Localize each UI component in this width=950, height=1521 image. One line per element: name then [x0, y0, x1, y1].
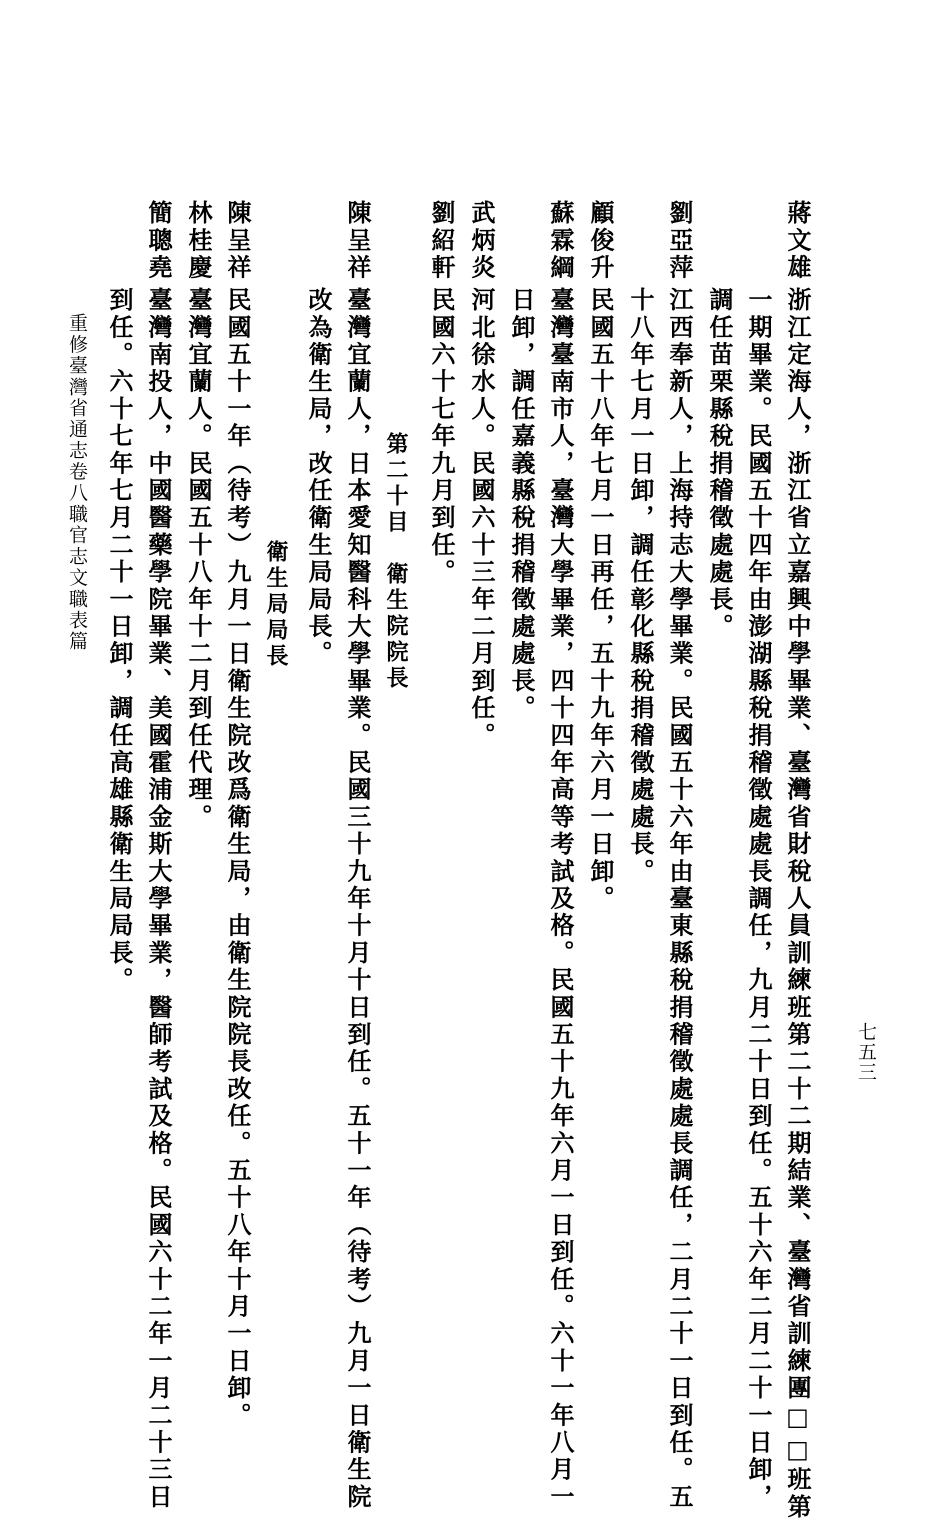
entry-name: 劉亞萍 [665, 200, 694, 282]
entry-name: 陳呈祥 [343, 200, 372, 282]
entry-text-line: 到任。六十七年七月二十一日卸，調任高雄縣衛生局局長。 [105, 287, 134, 995]
entry-text-line: 十八年七月一日卸，調任彰化縣稅捐稽徵處處長。 [626, 287, 655, 886]
entry-text-line: 民國六十七年九月到任。 [427, 287, 456, 587]
entry-text-line: 調任苗栗縣稅捐稽徵處處長。 [705, 287, 734, 641]
entry-name: 劉紹軒 [427, 200, 456, 282]
entry-text-line: 一期畢業。民國五十四年由澎湖縣稅捐稽徵處處長調任，九月二十日到任。五十六年二月二十一日卸， [744, 287, 773, 1511]
sub-heading: 衛生局局長 [263, 540, 289, 670]
entry-text-line: 臺灣宜蘭人，日本愛知醫科大學畢業。民國三十九年十月十日到任。五十一年（待考）九月一日衛生院 [343, 287, 372, 1511]
page-number: 七五三 [855, 1022, 877, 1082]
entry-text-line: 民國五十八年七月一日再任，五十九年六月一日卸。 [586, 287, 615, 913]
entry-text-line: 江西奉新人，上海持志大學畢業。民國五十六年由臺東縣稅捐稽徵處處長調任，二月二十一日到任。五 [665, 287, 694, 1511]
entry-text-line: 臺灣臺南市人，臺灣大學畢業，四十四年高等考試及格。民國五十九年六月一日到任。六十一年八月一 [546, 287, 575, 1511]
entry-text-line: 改為衛生局，改任衛生局局長。 [304, 287, 333, 668]
entry-text-line: 日卸，調任嘉義縣稅捐稽徵處處長。 [507, 287, 536, 723]
entry-name: 蔣文雄 [783, 200, 812, 282]
entry-name: 簡聰堯 [144, 200, 173, 282]
entry-name: 武炳炎 [467, 200, 496, 282]
entry-text-line: 河北徐水人。民國六十三年二月到任。 [467, 287, 496, 750]
entry-name: 陳呈祥 [223, 200, 252, 282]
footer-title: 重修臺灣省通志卷八職官志文職表篇 [66, 313, 88, 653]
entry-name: 林桂慶 [184, 200, 213, 282]
entry-text-line: 民國五十一年（待考）九月一日衛生院改爲衛生局，由衛生院院長改任。五十八年十月一日卸。 [223, 287, 252, 1430]
entry-text-line: 臺灣南投人，中國醫藥學院畢業、美國霍浦金斯大學畢業，醫師考試及格。民國六十二年一月二十三日 [144, 287, 173, 1511]
entry-name: 顧俊升 [586, 200, 615, 282]
entry-text-line: 臺灣宜蘭人。民國五十八年十二月到任代理。 [184, 287, 213, 831]
section-heading: 第二十目 衛生院院長 [383, 432, 409, 692]
entry-text-line: 浙江定海人，浙江省立嘉興中學畢業、臺灣省財稅人員訓練班第二十二期結業、臺灣省訓練團□□班第 [783, 287, 812, 1521]
entry-name: 蘇霖綱 [546, 200, 575, 282]
